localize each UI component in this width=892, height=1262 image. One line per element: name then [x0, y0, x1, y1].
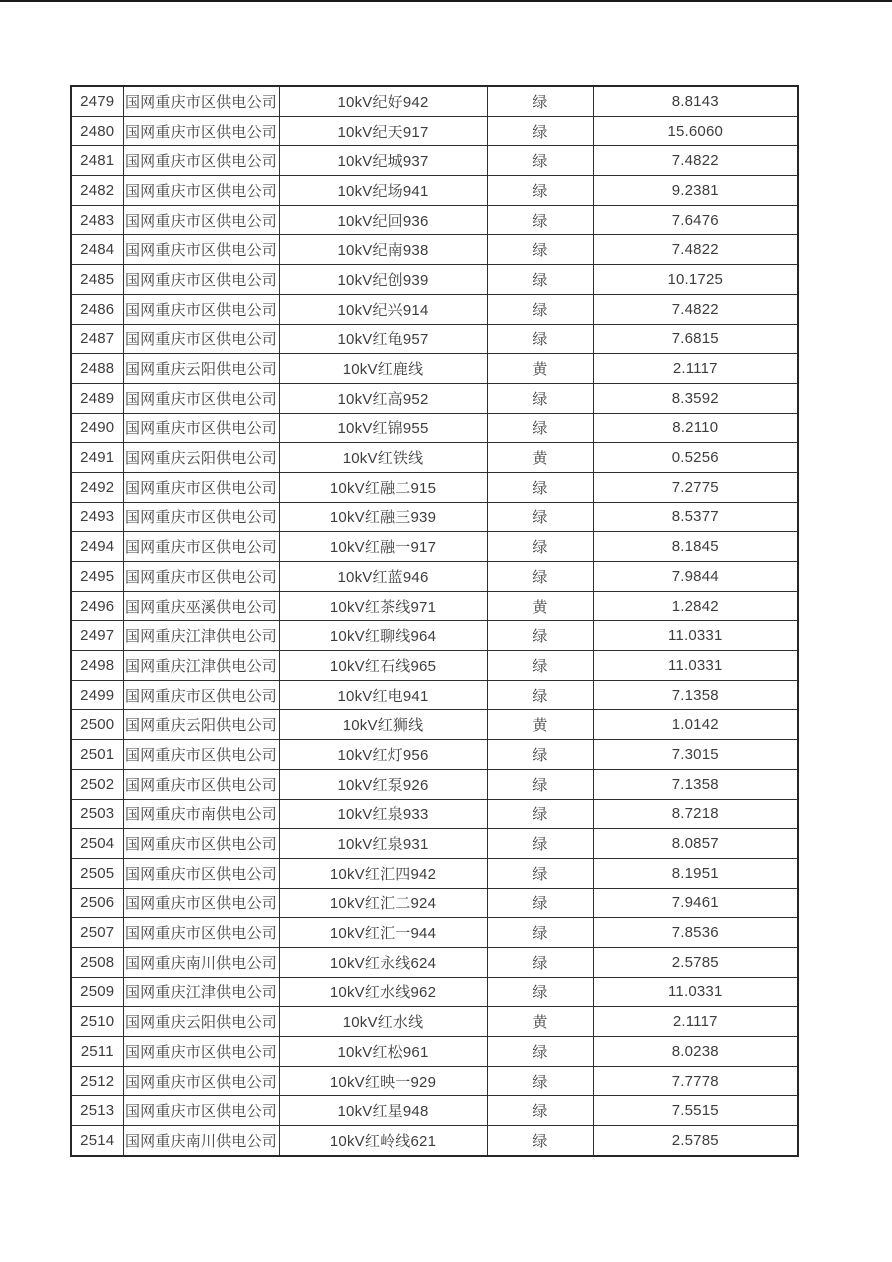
table-row	[71, 621, 798, 651]
value-cell: 7.1358	[593, 680, 798, 710]
table-row	[71, 591, 798, 621]
company-name-cell: 国网重庆市区供电公司	[123, 265, 279, 295]
row-number-cell: 2488	[71, 354, 123, 384]
table-row	[71, 977, 798, 1007]
table-row	[71, 354, 798, 384]
value-cell: 7.9461	[593, 888, 798, 918]
table-row	[71, 532, 798, 562]
table-row	[71, 799, 798, 829]
row-number-cell: 2499	[71, 680, 123, 710]
table-row	[71, 324, 798, 354]
row-number-cell: 2486	[71, 294, 123, 324]
line-name-cell: 10kV纪城937	[279, 146, 487, 176]
status-color-cell: 绿	[487, 472, 593, 502]
status-color-cell: 绿	[487, 205, 593, 235]
status-color-cell: 黄	[487, 591, 593, 621]
value-cell: 7.6815	[593, 324, 798, 354]
line-name-cell: 10kV红汇四942	[279, 858, 487, 888]
company-name-cell: 国网重庆市区供电公司	[123, 324, 279, 354]
company-name-cell: 国网重庆市区供电公司	[123, 472, 279, 502]
company-name-cell: 国网重庆市区供电公司	[123, 888, 279, 918]
status-color-cell: 绿	[487, 116, 593, 146]
table-body	[71, 86, 798, 1156]
row-number-cell: 2480	[71, 116, 123, 146]
table-row	[71, 443, 798, 473]
line-name-cell: 10kV红水线962	[279, 977, 487, 1007]
status-color-cell: 绿	[487, 977, 593, 1007]
status-color-cell: 绿	[487, 413, 593, 443]
value-cell: 1.2842	[593, 591, 798, 621]
line-name-cell: 10kV红茶线971	[279, 591, 487, 621]
row-number-cell: 2498	[71, 651, 123, 681]
company-name-cell: 国网重庆市区供电公司	[123, 1037, 279, 1067]
row-number-cell: 2512	[71, 1066, 123, 1096]
company-name-cell: 国网重庆云阳供电公司	[123, 443, 279, 473]
value-cell: 11.0331	[593, 621, 798, 651]
row-number-cell: 2503	[71, 799, 123, 829]
company-name-cell: 国网重庆云阳供电公司	[123, 710, 279, 740]
company-name-cell: 国网重庆市区供电公司	[123, 294, 279, 324]
line-name-cell: 10kV纪兴914	[279, 294, 487, 324]
company-name-cell: 国网重庆市区供电公司	[123, 86, 279, 116]
row-number-cell: 2506	[71, 888, 123, 918]
power-line-table	[70, 85, 799, 1157]
line-name-cell: 10kV红汇一944	[279, 918, 487, 948]
row-number-cell: 2500	[71, 710, 123, 740]
value-cell: 11.0331	[593, 977, 798, 1007]
status-color-cell: 绿	[487, 383, 593, 413]
row-number-cell: 2481	[71, 146, 123, 176]
company-name-cell: 国网重庆市区供电公司	[123, 1066, 279, 1096]
row-number-cell: 2482	[71, 176, 123, 206]
line-name-cell: 10kV红泵926	[279, 769, 487, 799]
value-cell: 2.1117	[593, 1007, 798, 1037]
company-name-cell: 国网重庆市区供电公司	[123, 918, 279, 948]
table-row	[71, 769, 798, 799]
status-color-cell: 绿	[487, 1037, 593, 1067]
row-number-cell: 2495	[71, 562, 123, 592]
company-name-cell: 国网重庆市区供电公司	[123, 205, 279, 235]
line-name-cell: 10kV红永线624	[279, 947, 487, 977]
status-color-cell: 绿	[487, 651, 593, 681]
status-color-cell: 绿	[487, 621, 593, 651]
value-cell: 8.0238	[593, 1037, 798, 1067]
value-cell: 7.6476	[593, 205, 798, 235]
status-color-cell: 绿	[487, 829, 593, 859]
company-name-cell: 国网重庆南川供电公司	[123, 947, 279, 977]
row-number-cell: 2483	[71, 205, 123, 235]
status-color-cell: 绿	[487, 176, 593, 206]
table-row	[71, 294, 798, 324]
value-cell: 8.8143	[593, 86, 798, 116]
row-number-cell: 2492	[71, 472, 123, 502]
row-number-cell: 2504	[71, 829, 123, 859]
company-name-cell: 国网重庆市区供电公司	[123, 740, 279, 770]
company-name-cell: 国网重庆市区供电公司	[123, 562, 279, 592]
status-color-cell: 绿	[487, 502, 593, 532]
line-name-cell: 10kV纪回936	[279, 205, 487, 235]
table-row	[71, 205, 798, 235]
status-color-cell: 绿	[487, 888, 593, 918]
row-number-cell: 2491	[71, 443, 123, 473]
table-row	[71, 1066, 798, 1096]
line-name-cell: 10kV红锦955	[279, 413, 487, 443]
company-name-cell: 国网重庆市区供电公司	[123, 502, 279, 532]
table-row	[71, 116, 798, 146]
status-color-cell: 绿	[487, 769, 593, 799]
company-name-cell: 国网重庆市区供电公司	[123, 829, 279, 859]
table-row	[71, 651, 798, 681]
row-number-cell: 2501	[71, 740, 123, 770]
table-row	[71, 562, 798, 592]
line-name-cell: 10kV红融三939	[279, 502, 487, 532]
row-number-cell: 2479	[71, 86, 123, 116]
table-row	[71, 235, 798, 265]
row-number-cell: 2502	[71, 769, 123, 799]
row-number-cell: 2496	[71, 591, 123, 621]
line-name-cell: 10kV纪天917	[279, 116, 487, 146]
company-name-cell: 国网重庆市区供电公司	[123, 532, 279, 562]
value-cell: 8.1951	[593, 858, 798, 888]
line-name-cell: 10kV红融二915	[279, 472, 487, 502]
line-name-cell: 10kV纪南938	[279, 235, 487, 265]
status-color-cell: 绿	[487, 858, 593, 888]
table-row	[71, 413, 798, 443]
line-name-cell: 10kV红汇二924	[279, 888, 487, 918]
value-cell: 8.1845	[593, 532, 798, 562]
row-number-cell: 2484	[71, 235, 123, 265]
row-number-cell: 2507	[71, 918, 123, 948]
status-color-cell: 绿	[487, 1096, 593, 1126]
status-color-cell: 黄	[487, 1007, 593, 1037]
page-top-edge-bar	[0, 0, 892, 2]
row-number-cell: 2510	[71, 1007, 123, 1037]
company-name-cell: 国网重庆云阳供电公司	[123, 1007, 279, 1037]
status-color-cell: 绿	[487, 740, 593, 770]
table-row	[71, 740, 798, 770]
table-row	[71, 829, 798, 859]
line-name-cell: 10kV红水线	[279, 1007, 487, 1037]
company-name-cell: 国网重庆市区供电公司	[123, 383, 279, 413]
row-number-cell: 2514	[71, 1126, 123, 1156]
value-cell: 2.5785	[593, 947, 798, 977]
row-number-cell: 2490	[71, 413, 123, 443]
line-name-cell: 10kV红灯956	[279, 740, 487, 770]
value-cell: 11.0331	[593, 651, 798, 681]
company-name-cell: 国网重庆市区供电公司	[123, 176, 279, 206]
value-cell: 7.3015	[593, 740, 798, 770]
line-name-cell: 10kV红狮线	[279, 710, 487, 740]
status-color-cell: 绿	[487, 680, 593, 710]
table-row	[71, 858, 798, 888]
value-cell: 7.4822	[593, 235, 798, 265]
table-row	[71, 146, 798, 176]
company-name-cell: 国网重庆云阳供电公司	[123, 354, 279, 384]
table-row	[71, 1096, 798, 1126]
line-name-cell: 10kV红松961	[279, 1037, 487, 1067]
table-row	[71, 176, 798, 206]
status-color-cell: 绿	[487, 1066, 593, 1096]
company-name-cell: 国网重庆巫溪供电公司	[123, 591, 279, 621]
line-name-cell: 10kV红映一929	[279, 1066, 487, 1096]
table-row	[71, 1007, 798, 1037]
row-number-cell: 2487	[71, 324, 123, 354]
status-color-cell: 绿	[487, 532, 593, 562]
value-cell: 7.9844	[593, 562, 798, 592]
value-cell: 8.2110	[593, 413, 798, 443]
status-color-cell: 绿	[487, 265, 593, 295]
line-name-cell: 10kV红泉931	[279, 829, 487, 859]
table-row	[71, 472, 798, 502]
company-name-cell: 国网重庆市区供电公司	[123, 116, 279, 146]
status-color-cell: 绿	[487, 86, 593, 116]
value-cell: 10.1725	[593, 265, 798, 295]
line-name-cell: 10kV红石线965	[279, 651, 487, 681]
company-name-cell: 国网重庆市区供电公司	[123, 680, 279, 710]
table-row	[71, 947, 798, 977]
row-number-cell: 2509	[71, 977, 123, 1007]
value-cell: 15.6060	[593, 116, 798, 146]
status-color-cell: 绿	[487, 799, 593, 829]
status-color-cell: 绿	[487, 1126, 593, 1156]
line-name-cell: 10kV红融一917	[279, 532, 487, 562]
line-name-cell: 10kV红聊线964	[279, 621, 487, 651]
line-name-cell: 10kV红龟957	[279, 324, 487, 354]
company-name-cell: 国网重庆江津供电公司	[123, 651, 279, 681]
status-color-cell: 绿	[487, 947, 593, 977]
value-cell: 8.0857	[593, 829, 798, 859]
line-name-cell: 10kV纪好942	[279, 86, 487, 116]
line-name-cell: 10kV红泉933	[279, 799, 487, 829]
row-number-cell: 2497	[71, 621, 123, 651]
status-color-cell: 绿	[487, 235, 593, 265]
status-color-cell: 黄	[487, 443, 593, 473]
value-cell: 7.4822	[593, 146, 798, 176]
status-color-cell: 绿	[487, 562, 593, 592]
status-color-cell: 黄	[487, 354, 593, 384]
row-number-cell: 2494	[71, 532, 123, 562]
table-row	[71, 710, 798, 740]
row-number-cell: 2493	[71, 502, 123, 532]
status-color-cell: 绿	[487, 324, 593, 354]
line-name-cell: 10kV红电941	[279, 680, 487, 710]
company-name-cell: 国网重庆市区供电公司	[123, 769, 279, 799]
table-row	[71, 680, 798, 710]
company-name-cell: 国网重庆市区供电公司	[123, 235, 279, 265]
table-row	[71, 383, 798, 413]
table-row	[71, 86, 798, 116]
row-number-cell: 2513	[71, 1096, 123, 1126]
row-number-cell: 2485	[71, 265, 123, 295]
company-name-cell: 国网重庆江津供电公司	[123, 977, 279, 1007]
company-name-cell: 国网重庆市南供电公司	[123, 799, 279, 829]
value-cell: 2.1117	[593, 354, 798, 384]
value-cell: 9.2381	[593, 176, 798, 206]
value-cell: 7.2775	[593, 472, 798, 502]
value-cell: 8.3592	[593, 383, 798, 413]
company-name-cell: 国网重庆市区供电公司	[123, 1096, 279, 1126]
status-color-cell: 绿	[487, 918, 593, 948]
table-row	[71, 502, 798, 532]
table-row	[71, 918, 798, 948]
value-cell: 0.5256	[593, 443, 798, 473]
company-name-cell: 国网重庆市区供电公司	[123, 858, 279, 888]
line-name-cell: 10kV纪场941	[279, 176, 487, 206]
status-color-cell: 绿	[487, 146, 593, 176]
value-cell: 7.4822	[593, 294, 798, 324]
line-name-cell: 10kV红星948	[279, 1096, 487, 1126]
value-cell: 7.1358	[593, 769, 798, 799]
line-name-cell: 10kV红高952	[279, 383, 487, 413]
table-row	[71, 888, 798, 918]
table-row	[71, 1126, 798, 1156]
row-number-cell: 2511	[71, 1037, 123, 1067]
company-name-cell: 国网重庆南川供电公司	[123, 1126, 279, 1156]
table-row	[71, 265, 798, 295]
row-number-cell: 2505	[71, 858, 123, 888]
table-row	[71, 1037, 798, 1067]
value-cell: 7.7778	[593, 1066, 798, 1096]
line-name-cell: 10kV红铁线	[279, 443, 487, 473]
value-cell: 7.8536	[593, 918, 798, 948]
row-number-cell: 2489	[71, 383, 123, 413]
value-cell: 7.5515	[593, 1096, 798, 1126]
line-name-cell: 10kV红鹿线	[279, 354, 487, 384]
company-name-cell: 国网重庆市区供电公司	[123, 413, 279, 443]
line-name-cell: 10kV红岭线621	[279, 1126, 487, 1156]
value-cell: 2.5785	[593, 1126, 798, 1156]
row-number-cell: 2508	[71, 947, 123, 977]
status-color-cell: 绿	[487, 294, 593, 324]
line-name-cell: 10kV红蓝946	[279, 562, 487, 592]
line-name-cell: 10kV纪创939	[279, 265, 487, 295]
status-color-cell: 黄	[487, 710, 593, 740]
company-name-cell: 国网重庆市区供电公司	[123, 146, 279, 176]
value-cell: 1.0142	[593, 710, 798, 740]
value-cell: 8.7218	[593, 799, 798, 829]
company-name-cell: 国网重庆江津供电公司	[123, 621, 279, 651]
value-cell: 8.5377	[593, 502, 798, 532]
